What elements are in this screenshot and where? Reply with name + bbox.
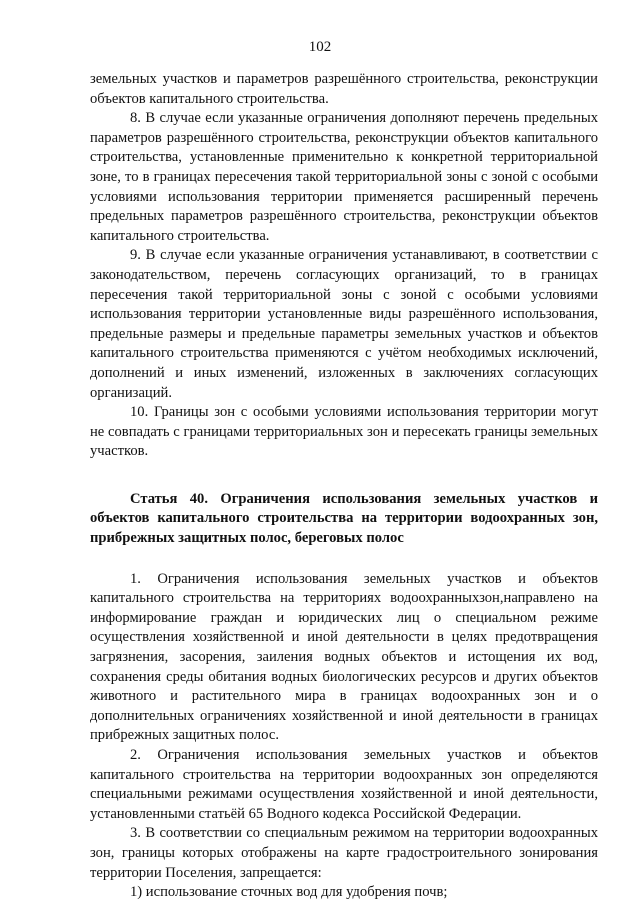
paragraph-article-item-3: 3. В соответствии со специальным режимом на территории водоохранных зон, границы которых отображены на карте градостроительного зонирования территории Поселения, запрещается: [90,825,598,881]
page-number: 102 [308,39,332,55]
heading-spacer [90,549,598,570]
paragraph-item-9: 9. В случае если указанные ограничения устанавливают, в соответствии с законодательством, перечень согласующих организаций, то в границах пересечения такой территориальной зоны с зоной с особыми условиями использования территории установленные виды разрешённого использования, предельные размеры и предельные параметры земельных участков и объектов капитального строительства применяются с учётом необходимых исключений, дополнений и иных изменений, изложенных в заключениях согласующих организаций. [90,247,598,401]
paragraph-article-item-1: 1. Ограничения использования земельных участков и объектов капитального строительства на территориях водоохранныхзон,направлено на информирование граждан и юридических лиц о специальном режиме осуществления хозяйственной и иной деятельности в целях предотвращения загрязнения, засорения, заиления водных объектов и истощения их вод, сохранения среды обитания водных биологических ресурсов и других объектов животного и растительного мира в границах водоохранных зон и о дополнительных ограничениях хозяйственной и иной деятельности в границах прибрежных защитных полос. [90,570,598,744]
page-content [90,70,598,903]
paragraph-continuation: земельных участков и параметров разрешённого строительства, реконструкции объектов капитального строительства. [90,71,598,107]
paragraph-article-item-2: 2. Ограничения использования земельных участков и объектов капитального строительства на территории водоохранных зон определяются специальными режимами осуществления хозяйственной и иной деятельности, установленными статьёй 65 Водного кодекса Российской Федерации. [90,747,598,822]
article-heading: Статья 40. Ограничения использования земельных участков и объектов капитального строительства на территории водоохранных зон, прибрежных защитных полос, береговых полос [90,490,598,547]
paragraph-item-8: 8. В случае если указанные ограничения дополняют перечень предельных параметров разрешённого строительства, реконструкции объектов капитального строительства, установленные применительно к конкретной территориальной зоне, то в границах пересечения такой территориальной зоны с зоной с особыми условиями использования территории применяется расширенный перечень предельных параметров разрешённого строительства, реконструкции объектов капитального строительства. [90,110,598,244]
paragraph-item-10: 10. Границы зон с особыми условиями использования территории могут не совпадать с границами территориальных зон и пересекать границы земельных участков. [90,404,598,460]
paragraph-article-item-3-1: 1) использование сточных вод для удобрения почв; [130,884,448,901]
